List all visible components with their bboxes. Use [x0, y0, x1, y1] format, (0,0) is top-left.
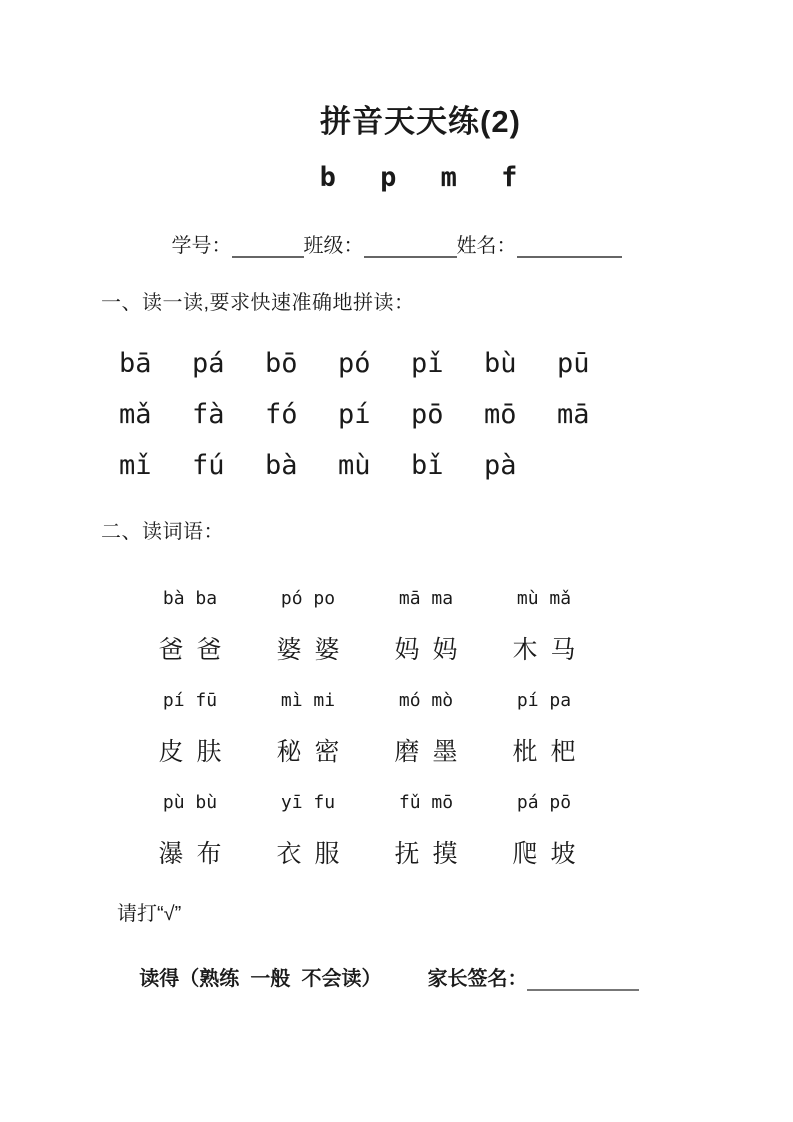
pinyin-syllable: fà [192, 399, 225, 430]
word-pinyin: pù bù [162, 792, 218, 813]
pinyin-syllable: pǐ [411, 348, 444, 379]
initial-letter: f [501, 162, 518, 193]
pinyin-syllable: pí [338, 399, 371, 430]
student-info-line [0, 229, 793, 258]
pinyin-row [119, 399, 630, 450]
word-hanzi: 衣 服 [276, 840, 340, 868]
name-blank [517, 236, 622, 258]
word-hanzi: 木 马 [512, 636, 576, 664]
pinyin-row [119, 348, 630, 399]
word-pinyin: mù mǎ [516, 588, 572, 609]
pinyin-syllable: pū [557, 348, 590, 379]
word-hanzi: 枇 杷 [512, 738, 576, 766]
rating-options: 读得（熟练 一般 不会读） [139, 968, 382, 990]
initial-letter: m [440, 162, 457, 193]
word-pinyin: mā ma [398, 588, 454, 609]
initial-letter: b [319, 162, 336, 193]
word-pinyin: yī fu [280, 792, 336, 813]
pinyin-syllable: bù [484, 348, 517, 379]
word-row [131, 690, 603, 792]
pinyin-syllable: pó [338, 348, 371, 379]
word-hanzi: 婆 婆 [276, 636, 340, 664]
student-id-blank [232, 236, 304, 258]
pinyin-syllable: bà [265, 450, 298, 481]
pinyin-syllable: pà [484, 450, 517, 481]
word-pinyin-row [131, 690, 603, 711]
initials-line [22, 162, 793, 193]
word-hanzi: 秘 密 [276, 738, 340, 766]
word-pinyin-row [131, 792, 603, 813]
word-hanzi: 皮 肤 [158, 738, 222, 766]
pinyin-syllable: fú [192, 450, 225, 481]
check-instruction: 请打“√” [117, 903, 182, 925]
name-label: 姓名： [456, 235, 517, 257]
word-hanzi: 磨 墨 [394, 738, 458, 766]
word-hanzi: 抚 摸 [394, 840, 458, 868]
class-label: 班级： [303, 235, 364, 257]
word-hanzi-row [131, 630, 603, 666]
word-row [131, 792, 603, 894]
signature-blank [527, 969, 639, 991]
pinyin-syllable: fó [265, 399, 298, 430]
initial-letter: p [380, 162, 397, 193]
word-hanzi: 爬 坡 [512, 840, 576, 868]
pinyin-syllable: pá [192, 348, 225, 379]
word-pinyin: bà ba [162, 588, 218, 609]
pinyin-syllable: mā [557, 399, 590, 430]
word-grid [131, 588, 603, 894]
word-pinyin: mì mi [280, 690, 336, 711]
word-row [131, 588, 603, 690]
word-pinyin: pí pa [516, 690, 572, 711]
pinyin-syllable: bō [265, 348, 298, 379]
word-hanzi: 瀑 布 [158, 840, 222, 868]
pinyin-row [119, 450, 630, 501]
word-pinyin: mó mò [398, 690, 454, 711]
class-blank [364, 236, 457, 258]
word-pinyin-row [131, 588, 603, 609]
word-hanzi-row [131, 732, 603, 768]
student-id-label: 学号： [171, 235, 232, 257]
signature-label: 家长签名： [427, 968, 528, 990]
section2-heading: 二、读词语： [101, 521, 224, 543]
word-hanzi: 爸 爸 [158, 636, 222, 664]
pinyin-syllable: pō [411, 399, 444, 430]
pinyin-syllable: mǐ [119, 450, 152, 481]
pinyin-syllable: mù [338, 450, 371, 481]
pinyin-syllable: mō [484, 399, 517, 430]
pinyin-syllable: bǐ [411, 450, 444, 481]
word-pinyin: fǔ mō [398, 792, 454, 813]
worksheet-title: 拼音天天练(2) [320, 104, 521, 139]
pinyin-syllable: bā [119, 348, 152, 379]
word-hanzi-row [131, 834, 603, 870]
pinyin-syllable: mǎ [119, 399, 152, 430]
word-pinyin: pá pō [516, 792, 572, 813]
word-pinyin: pí fū [162, 690, 218, 711]
section1-heading: 一、读一读,要求快速准确地拼读： [101, 292, 415, 314]
rating-signature-line [117, 939, 639, 1014]
word-pinyin: pó po [280, 588, 336, 609]
word-hanzi: 妈 妈 [394, 636, 458, 664]
pinyin-grid [119, 348, 630, 501]
